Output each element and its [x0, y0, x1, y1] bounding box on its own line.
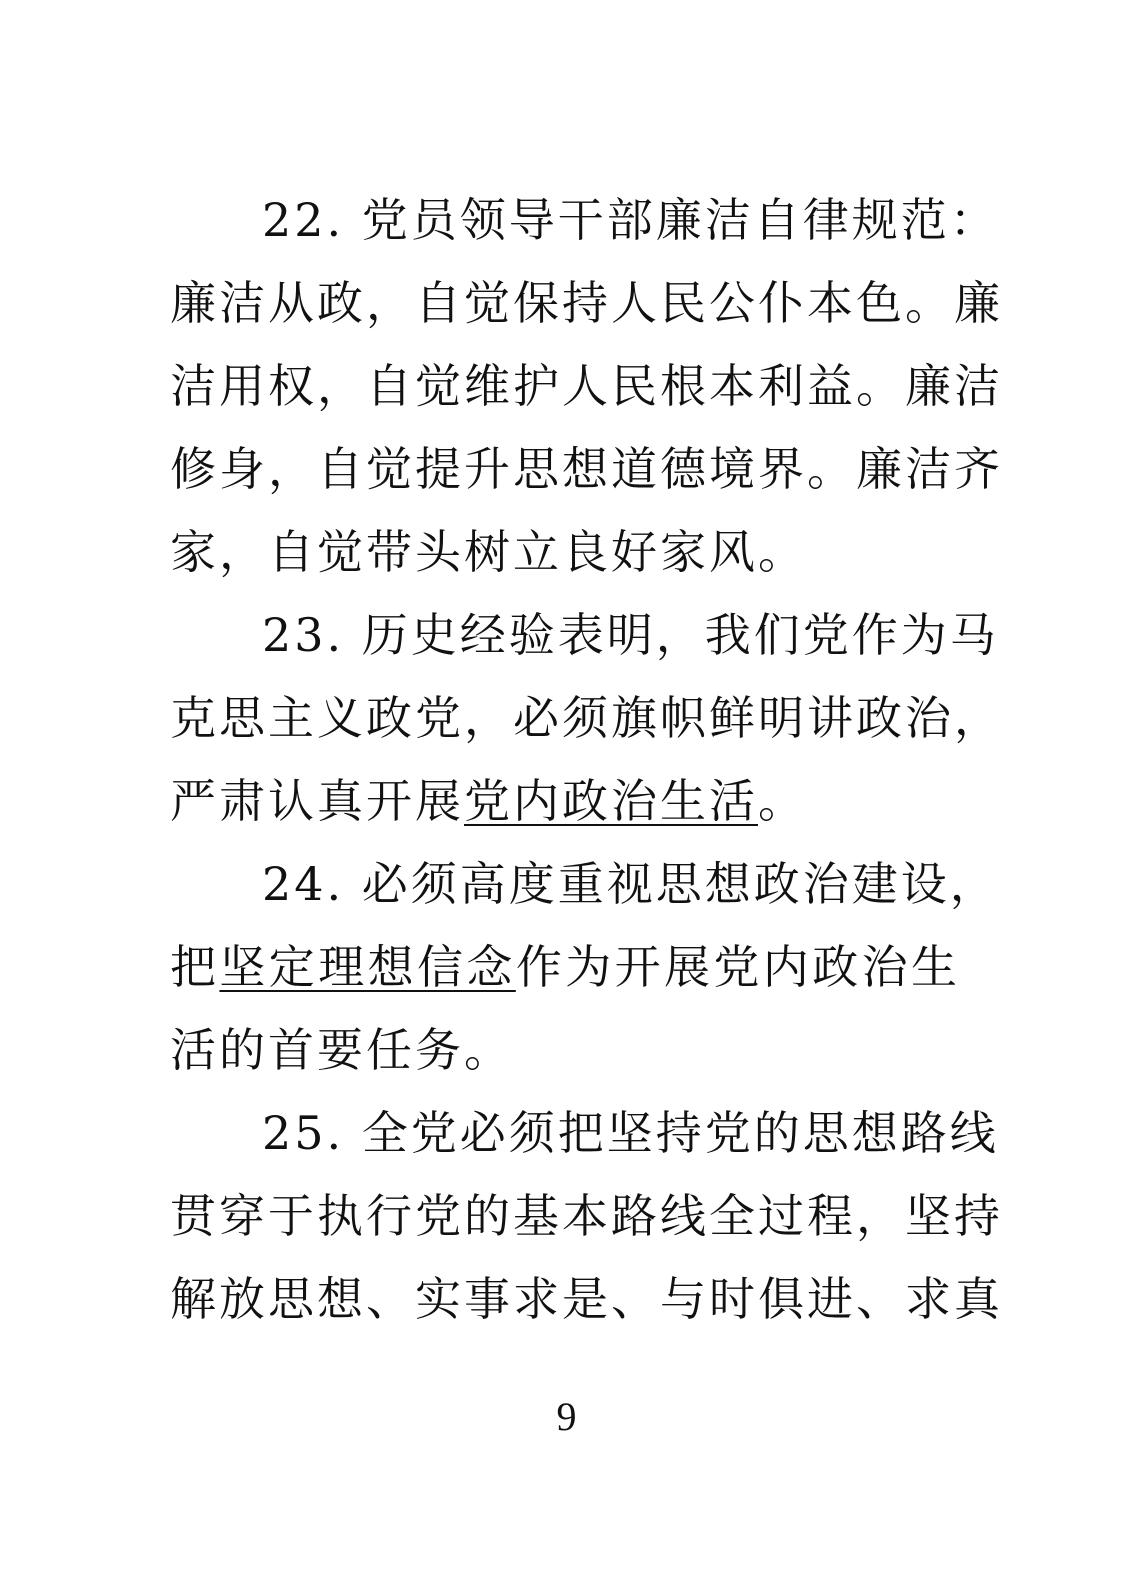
item-25-line-3: 解放思想、实事求是、与时俱进、求真: [170, 1272, 1003, 1326]
underlined-term-party-political-life: 党内政治生活: [464, 774, 758, 828]
item-25-line-1: 25. 全党必须把坚持党的思想路线: [262, 1106, 999, 1160]
item-22-line-5: 家，自觉带头树立良好家风。: [170, 525, 807, 579]
item-22-line-2: 廉洁从政，自觉保持人民公仆本色。廉: [170, 276, 1003, 330]
item-23-line-3-end: 。: [758, 774, 807, 828]
item-22-line-3: 洁用权，自觉维护人民根本利益。廉洁: [170, 359, 1003, 413]
item-24-line-3: 活的首要任务。: [170, 1023, 513, 1077]
item-24-line-2-start: 把: [170, 940, 220, 994]
item-23-line-2: 克思主义政党，必须旗帜鲜明讲政治，: [170, 691, 1003, 745]
item-24-line-2-text: 作为开展党内政治生: [515, 940, 961, 994]
page-number: 9: [556, 1394, 577, 1439]
item-22-line-1: 22. 党员领导干部廉洁自律规范：: [262, 193, 999, 247]
item-23-line-3-text: 严肃认真开展: [170, 774, 464, 828]
item-24-line-2: [170, 937, 960, 997]
item-24-line-1: 24. 必须高度重视思想政治建设，: [262, 857, 999, 911]
underlined-term-firm-ideals: 坚定理想信念: [219, 940, 516, 994]
item-25-line-2: 贯穿于执行党的基本路线全过程，坚持: [170, 1189, 1003, 1243]
item-22-line-4: 修身，自觉提升思想道德境界。廉洁齐: [170, 442, 1003, 496]
item-23-line-3: [170, 771, 960, 831]
item-23-line-1: 23. 历史经验表明，我们党作为马: [262, 608, 999, 662]
